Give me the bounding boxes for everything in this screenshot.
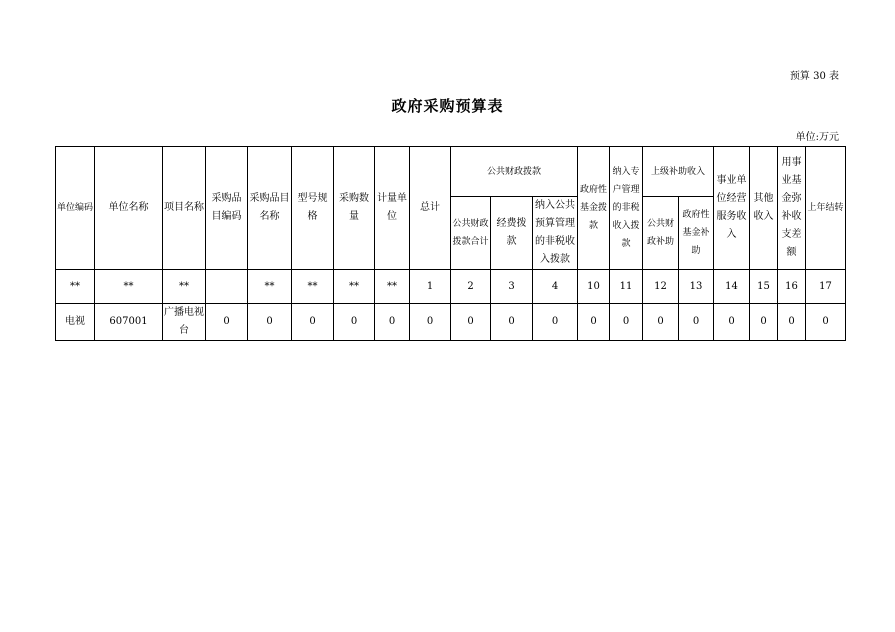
index-cell: 12 (643, 270, 679, 304)
page-title: 政府采购预算表 (391, 97, 504, 115)
index-cell: 1 (410, 270, 451, 304)
index-cell: ** (95, 270, 163, 304)
index-cell: 13 (679, 270, 714, 304)
index-cell: ** (292, 270, 334, 304)
cell-gov-fund: 0 (578, 304, 610, 341)
header-superior-subsidy-group: 上级补助收入 (643, 147, 714, 197)
index-cell: 10 (578, 270, 610, 304)
cell-item-name: 0 (248, 304, 292, 341)
index-cell: ** (334, 270, 375, 304)
cell-other-income: 0 (750, 304, 778, 341)
header-total: 总计 (410, 147, 451, 270)
cell-business-income: 0 (714, 304, 750, 341)
index-cell: 16 (778, 270, 806, 304)
header-operating-funds: 经费拨款 (491, 197, 533, 270)
header-business-income: 事业单位经营服务收入 (714, 147, 750, 270)
index-cell: 4 (533, 270, 578, 304)
header-other-income: 其他收入 (750, 147, 778, 270)
index-row (56, 270, 846, 304)
index-cell: 14 (714, 270, 750, 304)
unit-label: 单位:万元 (795, 132, 839, 143)
header-unit-code: 单位编码 (56, 147, 95, 270)
index-cell: ** (248, 270, 292, 304)
cell-total: 0 (410, 304, 451, 341)
index-cell: ** (375, 270, 410, 304)
index-cell: 11 (610, 270, 643, 304)
index-cell: 17 (806, 270, 846, 304)
cell-unit-name: 607001 (95, 304, 163, 341)
header-unit-measure: 计量单位 (375, 147, 410, 270)
table-row (56, 304, 846, 341)
header-quantity: 采购数量 (334, 147, 375, 270)
index-cell: 2 (451, 270, 491, 304)
header-fund-gap: 用事业基金弥补收支差额 (778, 147, 806, 270)
form-number: 预算 30 表 (789, 71, 839, 82)
header-non-tax-public: 纳入公共预算管理的非税收入拨款 (533, 197, 578, 270)
header-public-finance-total: 公共财政拨款合计 (451, 197, 491, 270)
index-cell: ** (56, 270, 95, 304)
cell-project-name: 广播电视台 (163, 304, 206, 341)
procurement-budget-table (55, 146, 846, 341)
index-cell (206, 270, 248, 304)
index-cell: 15 (750, 270, 778, 304)
header-gov-fund: 政府性基金拨款 (578, 147, 610, 270)
cell-operating-funds: 0 (491, 304, 533, 341)
cell-spec: 0 (292, 304, 334, 341)
index-cell: 3 (491, 270, 533, 304)
cell-carryover: 0 (806, 304, 846, 341)
cell-item-code: 0 (206, 304, 248, 341)
cell-public-finance-total: 0 (451, 304, 491, 341)
header-public-finance-group: 公共财政拨款 (451, 147, 578, 197)
header-gov-fund-subsidy: 政府性基金补助 (679, 197, 714, 270)
cell-non-tax-public: 0 (533, 304, 578, 341)
cell-special-account: 0 (610, 304, 643, 341)
cell-gov-fund-subsidy: 0 (679, 304, 714, 341)
header-row-1 (56, 147, 846, 197)
cell-unit-measure: 0 (375, 304, 410, 341)
header-unit-name: 单位名称 (95, 147, 163, 270)
header-item-name: 采购品目名称 (248, 147, 292, 270)
header-special-account: 纳入专户管理的非税收入拨款 (610, 147, 643, 270)
cell-fund-gap: 0 (778, 304, 806, 341)
header-public-finance-subsidy: 公共财政补助 (643, 197, 679, 270)
cell-unit-code: 电视 (56, 304, 95, 341)
cell-public-finance-subsidy: 0 (643, 304, 679, 341)
header-item-code: 采购品目编码 (206, 147, 248, 270)
cell-quantity: 0 (334, 304, 375, 341)
index-cell: ** (163, 270, 206, 304)
header-spec: 型号规格 (292, 147, 334, 270)
header-project-name: 项目名称 (163, 147, 206, 270)
header-carryover: 上年结转 (806, 147, 846, 270)
